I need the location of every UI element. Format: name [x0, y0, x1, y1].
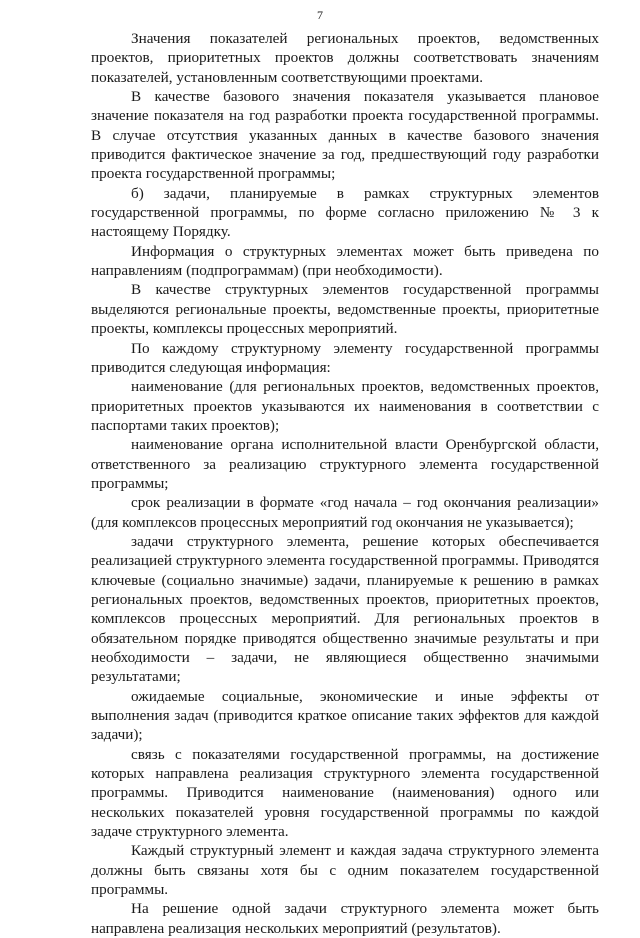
paragraph: Каждый структурный элемент и каждая задача структурного элемента должны быть связаны хотя бы с одним показателем государственной программы. — [91, 842, 599, 899]
page-number: 7 — [317, 8, 323, 22]
paragraph: В качестве базового значения показателя указывается плановое значение показателя на год разработки проекта государственной программы. В случае отсутствия указанных данных в качестве базового значения приводится фактическое значение за год, предшествующий году разработки проекта государственной программы; — [91, 88, 599, 183]
document-body — [91, 29, 599, 938]
paragraph: наименование органа исполнительной власти Оренбургской области, ответственного за реализацию структурного элемента государственной программы; — [91, 436, 599, 492]
paragraph: Значения показателей региональных проектов, ведомственных проектов, приоритетных проектов должны соответствовать значениям показателей, установленным соответствующими проектами. — [91, 30, 599, 86]
paragraph: б) задачи, планируемые в рамках структурных элементов государственной программы, по форме согласно приложению № 3 к настоящему Порядку. — [91, 184, 599, 241]
paragraph: По каждому структурному элементу государственной программы приводится следующая информация: — [91, 339, 599, 376]
paragraph: связь с показателями государственной программы, на достижение которых направлена реализация структурного элемента государственной программы. Приводится наименование (наименования) одного или нескольких показателей уровня государственной программы по каждой задаче структурного элемента. — [91, 745, 599, 841]
paragraph: В качестве структурных элементов государственной программы выделяются региональные проекты, ведомственные проекты, приоритетные проекты, комплексы процессных мероприятий. — [91, 281, 599, 338]
paragraph: ожидаемые социальные, экономические и иные эффекты от выполнения задач (приводится краткое описание таких эффектов для каждой задачи); — [91, 687, 599, 744]
paragraph: Информация о структурных элементах может быть приведена по направлениям (подпрограммам) (при необходимости). — [91, 242, 599, 280]
paragraph: задачи структурного элемента, решение которых обеспечивается реализацией структурного элемента государственной программы. Приводятся ключевые (социально значимые) задачи, планируемые к решению в рамках региональных проектов, ведомственных проектов, приоритетных проектов, комплексов процессных мероприятий. Для региональных проектов в обязательном порядке приводятся общественно значимые результаты и при необходимости – задачи, не являющиеся общественно значимыми результатами; — [91, 532, 599, 686]
paragraph: срок реализации в формате «год начала – год окончания реализации» (для комплексов процессных мероприятий год окончания не указывается); — [91, 494, 599, 531]
paragraph: На решение одной задачи структурного элемента может быть направлена реализация нескольких мероприятий (результатов). — [91, 900, 599, 937]
paragraph: наименование (для региональных проектов, ведомственных проектов, приоритетных проектов указываются их наименования в соответствии с паспортами таких проектов); — [91, 378, 599, 434]
